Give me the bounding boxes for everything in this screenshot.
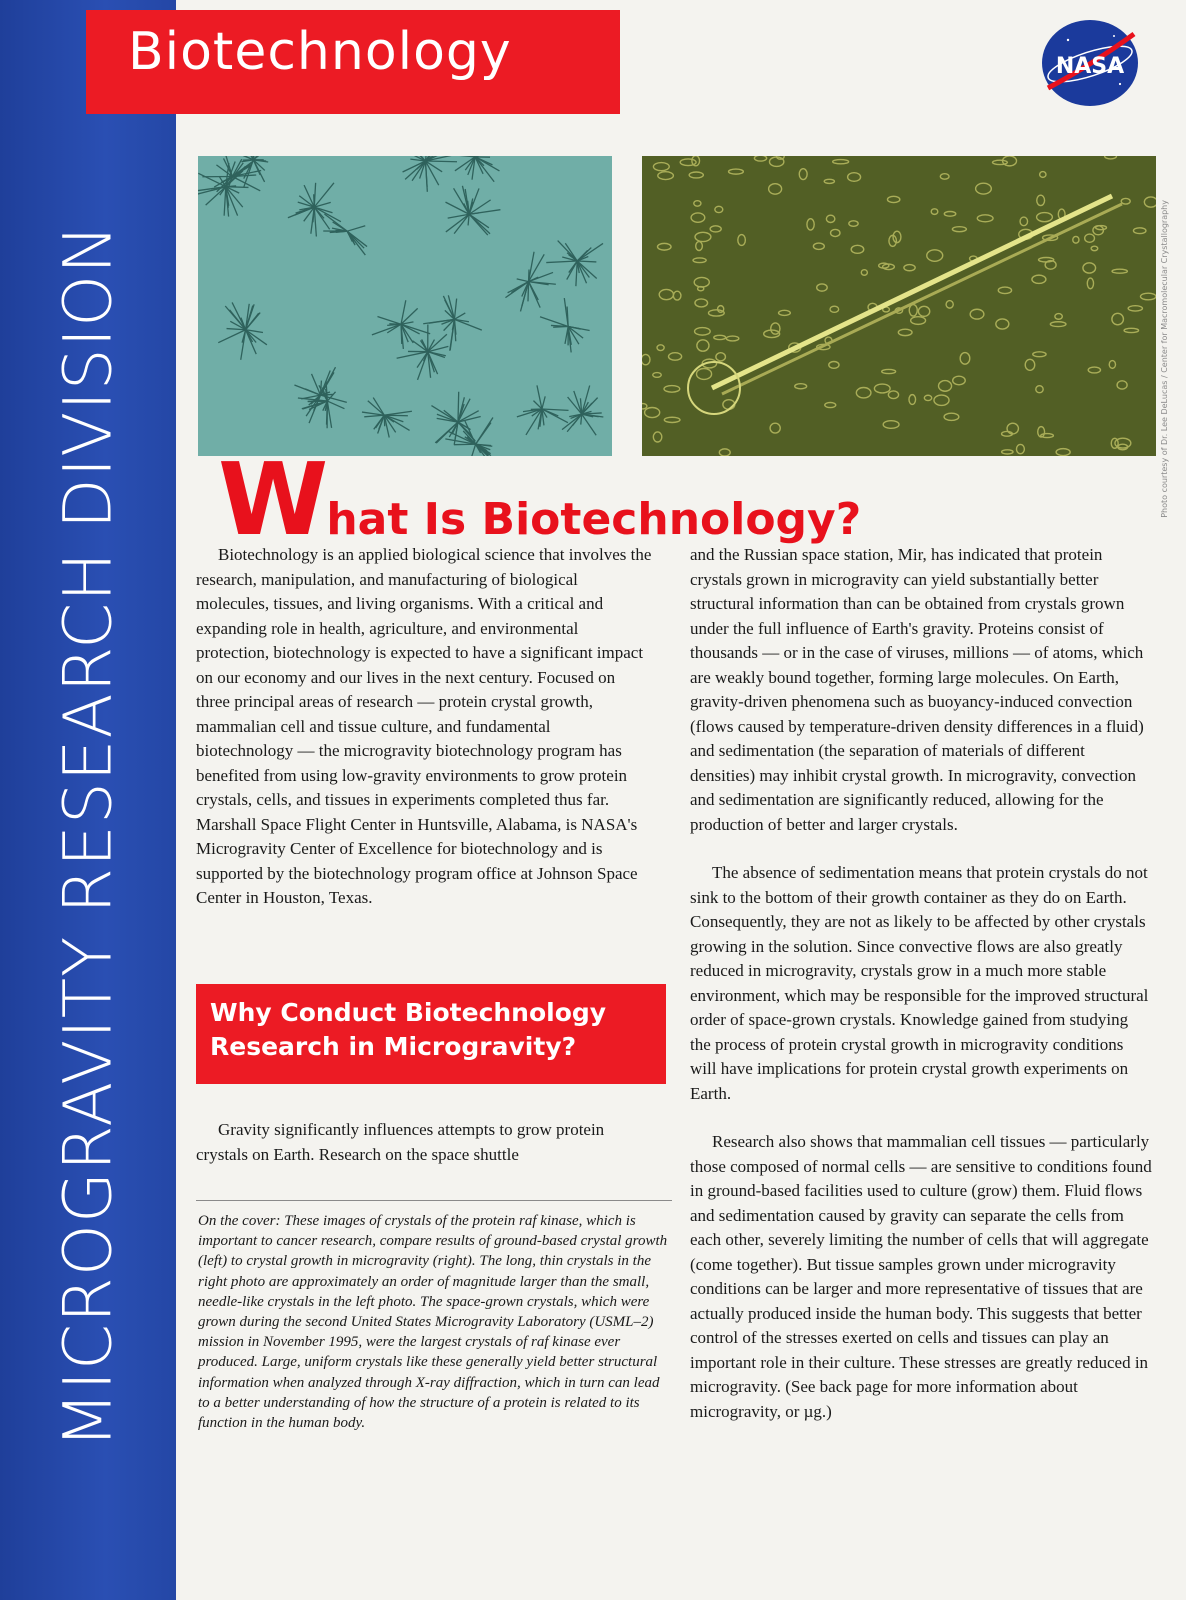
nasa-logo-text: NASA (1055, 54, 1125, 79)
nasa-logo (1038, 18, 1142, 108)
photo-credit: Photo courtesy of Dr. Lee DeLucas / Center for Macromolecular Crystallography (1160, 200, 1169, 518)
gravity-paragraph: Gravity significantly influences attempts to grow protein crystals on Earth. Research on the space shuttle (196, 1120, 605, 1164)
gravity-column (196, 1118, 652, 1167)
main-title-rest: hat Is Biotechnology? (326, 494, 862, 545)
photo-ground-crystals (198, 156, 612, 456)
caption-divider (196, 1200, 672, 1201)
cover-caption: On the cover: These images of crystals of the protein raf kinase, which is important to cancer research, compare results of ground-based crystal growth (left) to crystal growth in microgravity (right). The long, thin crystals in the right photo are approximately an order of magnitude larger than the small, needle-like crystals in the left photo. The space-grown crystals, which were grown during the second United States Microgravity Laboratory (USML–2) mission in November 1995, were the largest crystals of raf kinase ever produced. Large, uniform crystals like these generally yield better structural information when analyzed through X-ray diffraction, which in turn can lead to a better understanding of how the structure of a protein is related to its function in the human body. (198, 1213, 668, 1432)
page-header-title: Biotechnology (128, 22, 512, 82)
section-heading: Why Conduct Biotechnology Research in Microgravity? (210, 998, 607, 1061)
photo-space-crystals (642, 156, 1156, 456)
sidebar (0, 0, 176, 1600)
right-paragraph-2: The absence of sedimentation means that protein crystals do not sink to the bottom of their growth container as they do on Earth. Consequently, they are not as likely to be affected by other crystals growing in the solution. Since convective flows are also greatly reduced in microgravity, crystals grow in a much more stable environment, which may be responsible for the improved structural order of space-grown crystals. Knowledge gained from studying the process of protein crystal growth in microgravity conditions will have implications for protein crystal growth experiments on Earth. (690, 863, 1149, 1103)
right-paragraph-3: Research also shows that mammalian cell tissues — particularly those composed of normal cells — are sensitive to conditions found in ground-based facilities used to culture (grow) them. Fluid flows and sedimentation caused by gravity can separate the cells from each other, severely limiting the number of cells that will aggregate (come together). But tissue samples grown under microgravity conditions can be larger and more representative of tissues that are actually produced inside the human body. This suggests that better control of the stresses exerted on cells and tissues can play an important role in their culture. These stresses are greatly reduced in microgravity. (See back page for more information about microgravity, or µg.) (690, 1132, 1152, 1421)
intro-column (196, 543, 652, 911)
right-column (690, 543, 1152, 1424)
right-paragraph-1: and the Russian space station, Mir, has indicated that protein crystals grown in microgravity can yield substantially better structural information than can be obtained from crystals grown under the full influence of Earth's gravity. Proteins consist of thousands — or in the case of viruses, millions — of atoms, which are weakly bound together, forming large molecules. On Earth, gravity-driven phenomena such as buoyancy-induced convection (flows caused by temperature-driven density differences in a fluid) and sedimentation (the separation of materials of different densities) may inhibit crystal growth. In microgravity, convection and sedimentation are significantly reduced, allowing for the production of better and larger crystals. (690, 545, 1144, 834)
sidebar-label: MICROGRAVITY RESEARCH DIVISION (49, 223, 127, 1449)
intro-paragraph: Biotechnology is an applied biological science that involves the research, manipulation, and manufacturing of biological molecules, tissues, and living organisms. With a critical and expanding role in health, agriculture, and environmental protection, biotechnology is expected to have a significant impact on our economy and our lives in the next century. Focused on three principal areas of research — protein crystal growth, mammalian cell and tissue culture, and fundamental biotechnology — the microgravity biotechnology program has benefited from using low-gravity environments to grow protein crystals, cells, and tissues in experiments completed thus far. Marshall Space Flight Center in Huntsville, Alabama, is NASA's Microgravity Center of Excellence for biotechnology and is supported by the biotechnology program office at Johnson Space Center in Houston, Texas. (196, 545, 652, 907)
main-title-initial: W (218, 441, 327, 558)
